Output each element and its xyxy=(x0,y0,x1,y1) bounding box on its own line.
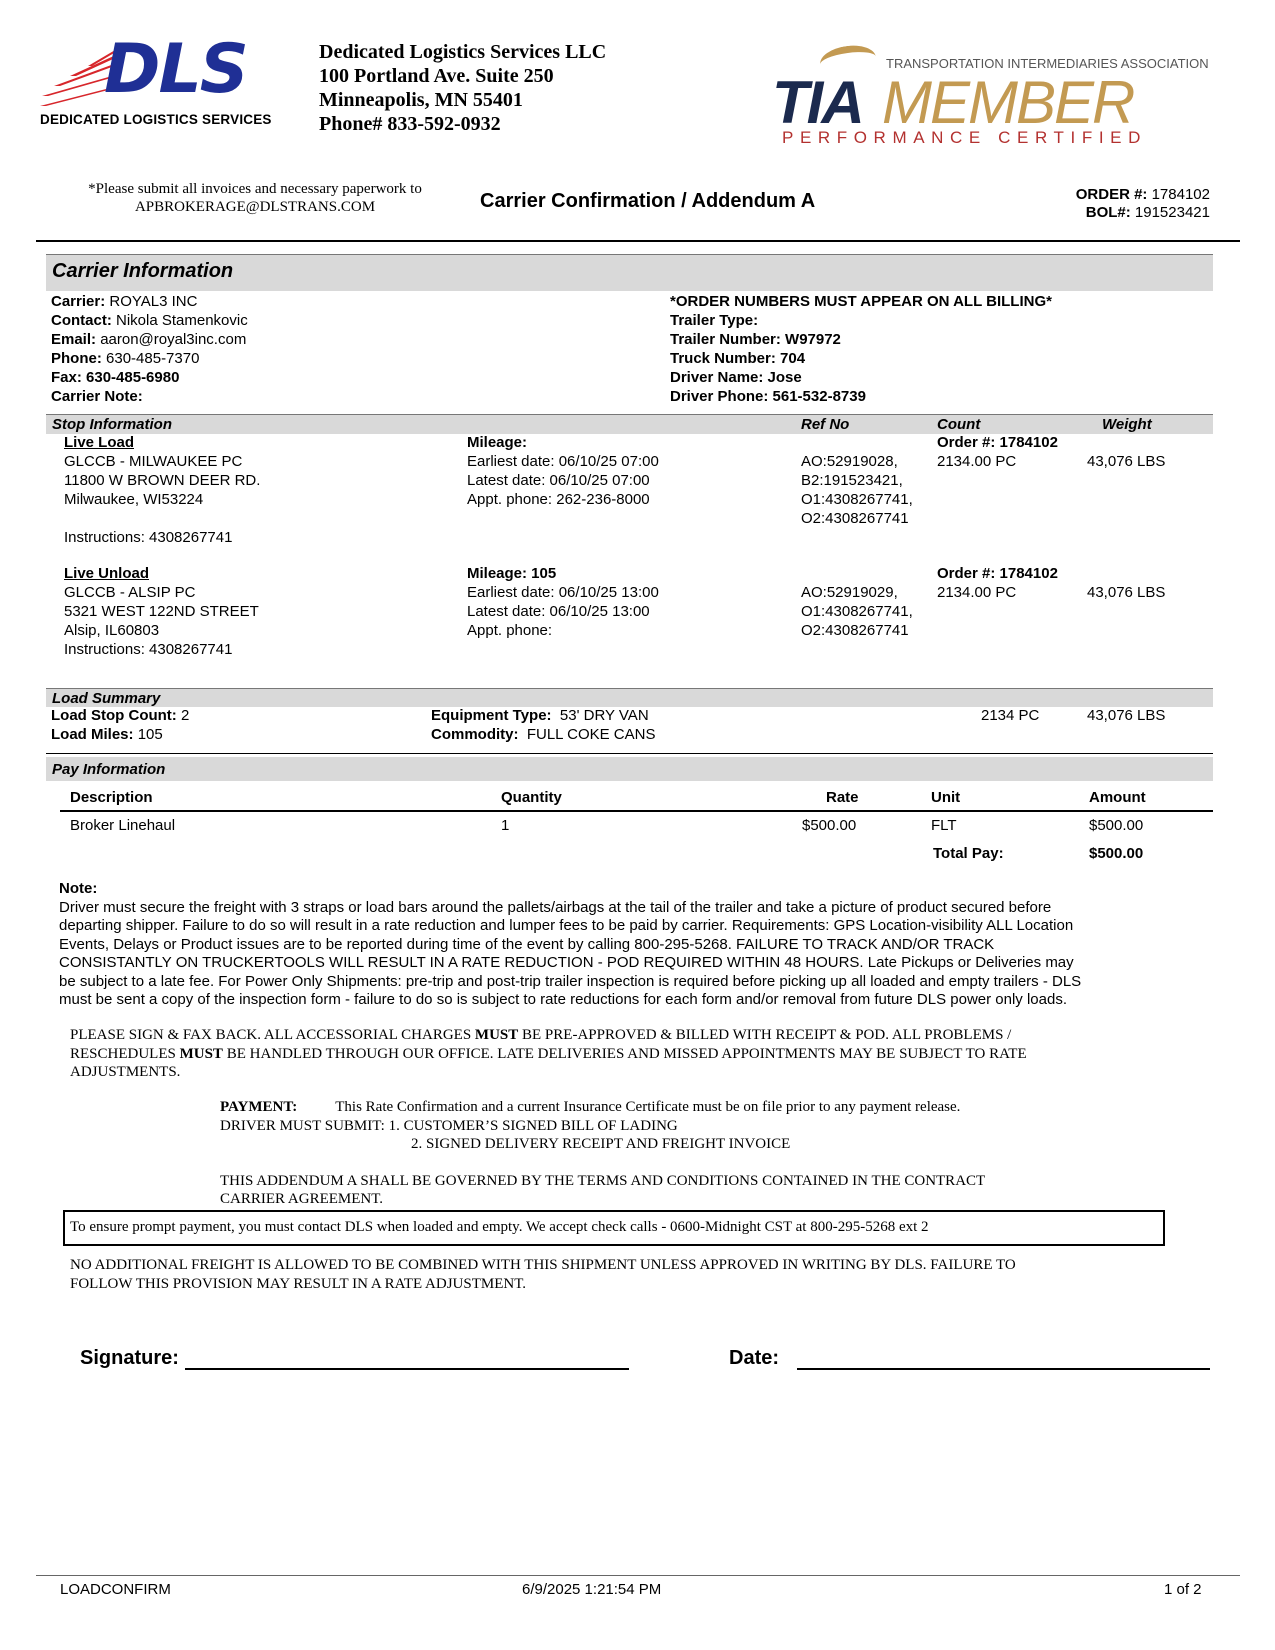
stop-city: Alsip, IL60803 xyxy=(64,622,160,639)
load-summary-bar xyxy=(46,688,1213,707)
logo-subtitle: DEDICATED LOGISTICS SERVICES xyxy=(40,112,272,127)
carrier-fax xyxy=(51,368,248,387)
stop-latest: Latest date: 06/10/25 13:00 xyxy=(467,603,650,620)
trailer-type: Trailer Type: xyxy=(670,312,759,329)
governed-line1: THIS ADDENDUM A SHALL BE GOVERNED BY THE TERMS AND CONDITIONS CONTAINED IN THE CONTRACT xyxy=(220,1172,986,1189)
load-summary-divider xyxy=(46,753,1213,754)
carrier-carrier-label: Carrier: xyxy=(51,293,106,310)
sign-fax-terms xyxy=(70,1026,1027,1082)
order-numbers-notice: *ORDER NUMBERS MUST APPEAR ON ALL BILLING* xyxy=(670,293,1052,310)
pay-description: Broker Linehaul xyxy=(70,817,176,834)
carrier-contact-label: Contact: xyxy=(51,312,112,329)
tia-badge xyxy=(760,38,1209,148)
note-line: CONSISTANTLY ON TRUCKERTOOLS WILL RESULT IN A RATE REDUCTION - POD REQUIRED WITHIN 48 HOURS. Late Pickups or Deliveries may xyxy=(59,954,1074,971)
performance-certified: PERFORMANCE CERTIFIED xyxy=(782,128,1147,147)
stop-2-order xyxy=(937,564,1058,602)
note-block xyxy=(59,880,1081,1010)
equipment-type xyxy=(431,706,656,725)
date-line[interactable] xyxy=(797,1368,1210,1370)
rate-header: Rate xyxy=(826,789,859,806)
stop-order: Order #: 1784102 xyxy=(937,434,1058,451)
stop-2-address xyxy=(64,564,259,659)
footer-timestamp: 6/9/2025 1:21:54 PM xyxy=(522,1581,662,1598)
load-summary-left xyxy=(51,706,189,744)
pay-header-row xyxy=(46,788,1213,808)
stop-name: GLCCB - MILWAUKEE PC xyxy=(64,453,243,470)
payment-label: PAYMENT: xyxy=(220,1099,298,1115)
load-summary-miles-label: Load Miles: xyxy=(51,726,134,743)
load-summary-commodity-label: Commodity: xyxy=(431,726,519,743)
trailer-number: Trailer Number: W97972 xyxy=(670,331,841,348)
ref-line: O2:4308267741 xyxy=(801,510,909,527)
truck-number: Truck Number: 704 xyxy=(670,350,806,367)
tia-association: TRANSPORTATION INTERMEDIARIES ASSOCIATION xyxy=(886,56,1209,71)
signature-line[interactable] xyxy=(185,1368,629,1370)
note-line: must be sent a copy of the inspection form - failure to do so is subject to rate reductions for each form and/or removal from future DLS power only loads. xyxy=(59,991,1067,1008)
pay-unit: FLT xyxy=(931,817,957,834)
load-summary-middle xyxy=(431,706,656,744)
company-name: Dedicated Logistics Services LLC xyxy=(319,41,607,63)
stop-city: Milwaukee, WI53224 xyxy=(64,491,204,508)
footer-divider xyxy=(36,1575,1240,1576)
stop-latest: Latest date: 06/10/25 07:00 xyxy=(467,472,650,489)
load-miles xyxy=(51,725,189,744)
stop-order: Order #: 1784102 xyxy=(937,565,1058,582)
carrier-contact xyxy=(51,311,248,330)
carrier-contact-value: Nikola Stamenkovic xyxy=(116,312,248,329)
terms-must1: MUST xyxy=(474,1027,519,1043)
terms-sign-p1: PLEASE SIGN & FAX BACK. ALL ACCESSORIAL CHARGES xyxy=(70,1027,475,1043)
company-address2: Minneapolis, MN 55401 xyxy=(319,89,523,111)
weight-header: Weight xyxy=(1102,416,1152,433)
header-divider xyxy=(36,240,1240,242)
terms-no-additional-line1: NO ADDITIONAL FREIGHT IS ALLOWED TO BE COMBINED WITH THIS SHIPMENT UNLESS APPROVED IN WRITING BY DLS. FAILURE TO xyxy=(70,1257,1016,1273)
order-number xyxy=(960,186,1210,204)
description-header: Description xyxy=(70,789,153,806)
ref-line: B2:191523421, xyxy=(801,472,903,489)
bol-number xyxy=(960,204,1210,222)
page-number: 1 of 2 xyxy=(1164,1581,1202,1598)
company-address-block xyxy=(319,40,606,136)
carrier-fax-label: Fax: xyxy=(51,369,82,386)
submit-note-line1: *Please submit all invoices and necessary paperwork to xyxy=(88,181,422,197)
stop-mileage: Mileage: xyxy=(467,434,528,451)
pay-quantity: 1 xyxy=(501,817,510,834)
carrier-right-col xyxy=(670,292,1052,406)
pay-row xyxy=(46,816,1213,836)
payment-text: This Rate Confirmation and a current Insurance Certificate must be on file prior to any payment release. xyxy=(335,1099,961,1115)
carrier-phone-value: 630-485-7370 xyxy=(106,350,200,367)
load-summary-equipment-value: 53' DRY VAN xyxy=(559,707,649,724)
stop-2-weight: 43,076 LBS xyxy=(1087,584,1166,601)
carrier-phone xyxy=(51,349,248,368)
logo-letters: DLS xyxy=(104,30,247,109)
stop-type: Live Load xyxy=(64,434,135,451)
stop-1-address xyxy=(64,433,260,547)
submit-email: APBROKERAGE@DLSTRANS.COM xyxy=(134,199,376,215)
ref-line: O1:4308267741, xyxy=(801,603,913,620)
driver-name: Driver Name: Jose xyxy=(670,369,802,386)
pay-section-title: Pay Information xyxy=(52,761,166,778)
carrier-section-title: Carrier Information xyxy=(52,260,234,282)
note-line: Events, Delays or Product issues are to be reported during time of the event by calling 800-295-5268. FAILURE TO TRACK AND/OR TRACK xyxy=(59,935,995,953)
stop-earliest: Earliest date: 06/10/25 07:00 xyxy=(467,453,659,470)
load-summary-count: 2134 PC xyxy=(981,707,1040,724)
stop-type: Live Unload xyxy=(64,565,150,582)
submit-note xyxy=(60,180,450,216)
amount-header: Amount xyxy=(1089,789,1146,806)
carrier-email-value: aaron@royal3inc.com xyxy=(100,331,247,348)
stop-count: 2134.00 PC xyxy=(937,584,1017,601)
stop-count: 2134.00 PC xyxy=(937,453,1017,470)
document-title: Carrier Confirmation / Addendum A xyxy=(480,190,816,212)
load-summary-equipment-label: Equipment Type: xyxy=(431,707,552,724)
stop-instructions: Instructions: 4308267741 xyxy=(64,641,233,658)
member-text: MEMBER xyxy=(882,69,1134,136)
stop-2-refs xyxy=(801,583,913,640)
total-pay-label: Total Pay: xyxy=(933,845,1004,862)
carrier-name xyxy=(51,292,248,311)
ref-line: O2:4308267741 xyxy=(801,622,909,639)
stop-section-bar xyxy=(46,414,1213,434)
unit-header: Unit xyxy=(931,789,961,806)
order-bol-block xyxy=(960,186,1210,222)
carrier-fax-value: 630-485-6980 xyxy=(86,369,180,386)
terms-must2: MUST xyxy=(179,1045,223,1062)
count-header: Count xyxy=(937,416,981,433)
header-order-value: 1784102 xyxy=(1151,186,1210,203)
load-summary-miles-value: 105 xyxy=(137,726,163,743)
terms-sign-p4: BE HANDLED THROUGH OUR OFFICE. LATE DELIVERIES AND MISSED APPOINTMENTS MAY BE SUBJECT TO RATE xyxy=(222,1045,1027,1062)
prompt-payment-text: To ensure prompt payment, you must contact DLS when loaded and empty. We accept check calls - 0600-Midnight CST at 800-295-5268 ext 2 xyxy=(70,1219,929,1235)
stop-1-refs xyxy=(801,452,913,528)
ref-line: AO:52919028, xyxy=(801,453,898,470)
prompt-payment-box xyxy=(63,1210,1165,1246)
carrier-email-label: Email: xyxy=(51,331,97,348)
terms-sign-p3: RESCHEDULES xyxy=(70,1045,180,1062)
stop-appt: Appt. phone: 262-236-8000 xyxy=(467,491,650,508)
stop-appt: Appt. phone: xyxy=(467,622,553,639)
signature-label: Signature: xyxy=(80,1347,179,1369)
no-additional-freight xyxy=(70,1256,1016,1293)
stop-mileage: Mileage: 105 xyxy=(467,565,557,582)
company-address1: 100 Portland Ave. Suite 250 xyxy=(319,65,554,87)
load-summary-weight: 43,076 LBS xyxy=(1087,707,1166,724)
stop-section-title: Stop Information xyxy=(52,416,172,433)
commodity xyxy=(431,725,656,744)
carrier-left-col xyxy=(51,292,248,406)
stop-2-schedule xyxy=(467,564,659,640)
tia-text: TIA xyxy=(772,69,863,136)
ref-no-header: Ref No xyxy=(801,416,850,433)
note-line: departing shipper. Failure to do so will result in a rate reduction and lumper fees to be paid by carrier. Requirements: GPS Location-visibility ALL Location xyxy=(59,917,1074,934)
payment-terms xyxy=(220,1098,985,1209)
ref-line: AO:52919029, xyxy=(801,584,898,601)
stop-street: 5321 WEST 122ND STREET xyxy=(64,603,259,620)
stop-name: GLCCB - ALSIP PC xyxy=(64,584,196,601)
stop-instructions: Instructions: 4308267741 xyxy=(64,529,233,546)
pay-rate: $500.00 xyxy=(802,817,857,834)
carrier-phone-label: Phone: xyxy=(51,350,102,367)
pay-header-divider xyxy=(60,810,1213,812)
header-order-label: ORDER #: xyxy=(1075,186,1148,203)
load-summary-title: Load Summary xyxy=(52,690,161,707)
ref-line: O1:4308267741, xyxy=(801,491,913,508)
driver-submit-2: 2. SIGNED DELIVERY RECEIPT AND FREIGHT INVOICE xyxy=(411,1136,791,1152)
load-summary-stop-count-label: Load Stop Count: xyxy=(51,707,177,724)
footer-left: LOADCONFIRM xyxy=(60,1581,171,1598)
company-phone: Phone# 833-592-0932 xyxy=(319,113,501,135)
note-line: Driver must secure the freight with 3 straps or load bars around the pallets/airbags at the tail of the trailer and take a picture of product secured before xyxy=(59,898,1052,916)
dls-logo xyxy=(40,30,300,134)
total-pay-value: $500.00 xyxy=(1089,845,1144,862)
terms-no-additional-line2: FOLLOW THIS PROVISION MAY RESULT IN A RATE ADJUSTMENT. xyxy=(70,1275,527,1292)
terms-sign-p2: BE PRE-APPROVED & BILLED WITH RECEIPT & POD. ALL PROBLEMS / xyxy=(518,1027,1012,1043)
stop-1-order xyxy=(937,433,1058,471)
carrier-note-label: Carrier Note: xyxy=(51,388,143,405)
stop-street: 11800 W BROWN DEER RD. xyxy=(64,472,261,489)
carrier-carrier-value: ROYAL3 INC xyxy=(109,293,198,310)
load-summary-stop-count-value: 2 xyxy=(180,707,190,724)
stop-earliest: Earliest date: 06/10/25 13:00 xyxy=(467,584,659,601)
driver-phone: Driver Phone: 561-532-8739 xyxy=(670,388,866,405)
pay-amount: $500.00 xyxy=(1089,817,1144,834)
governed-line2: CARRIER AGREEMENT. xyxy=(220,1191,384,1207)
stop-1-weight: 43,076 LBS xyxy=(1087,453,1166,470)
carrier-email xyxy=(51,330,248,349)
header-bol-value: 191523421 xyxy=(1134,204,1210,221)
stop-1-schedule xyxy=(467,433,659,509)
load-summary-commodity-value: FULL COKE CANS xyxy=(526,726,656,743)
load-stop-count xyxy=(51,706,189,725)
terms-sign-p5: ADJUSTMENTS. xyxy=(70,1064,181,1080)
pay-section-bar xyxy=(46,757,1213,781)
carrier-section-bar xyxy=(46,254,1213,291)
date-label: Date: xyxy=(729,1347,780,1369)
note-label: Note: xyxy=(59,880,98,897)
note-line: be subject to a late fee. For Power Only Shipments: pre-trip and post-trip trailer inspection is required before picking up all loaded and empty trailers - DLS xyxy=(59,972,1082,990)
driver-submit: DRIVER MUST SUBMIT: 1. CUSTOMER’S SIGNED BILL OF LADING xyxy=(220,1117,678,1134)
header-bol-label: BOL#: xyxy=(1085,204,1131,221)
quantity-header: Quantity xyxy=(501,789,562,806)
